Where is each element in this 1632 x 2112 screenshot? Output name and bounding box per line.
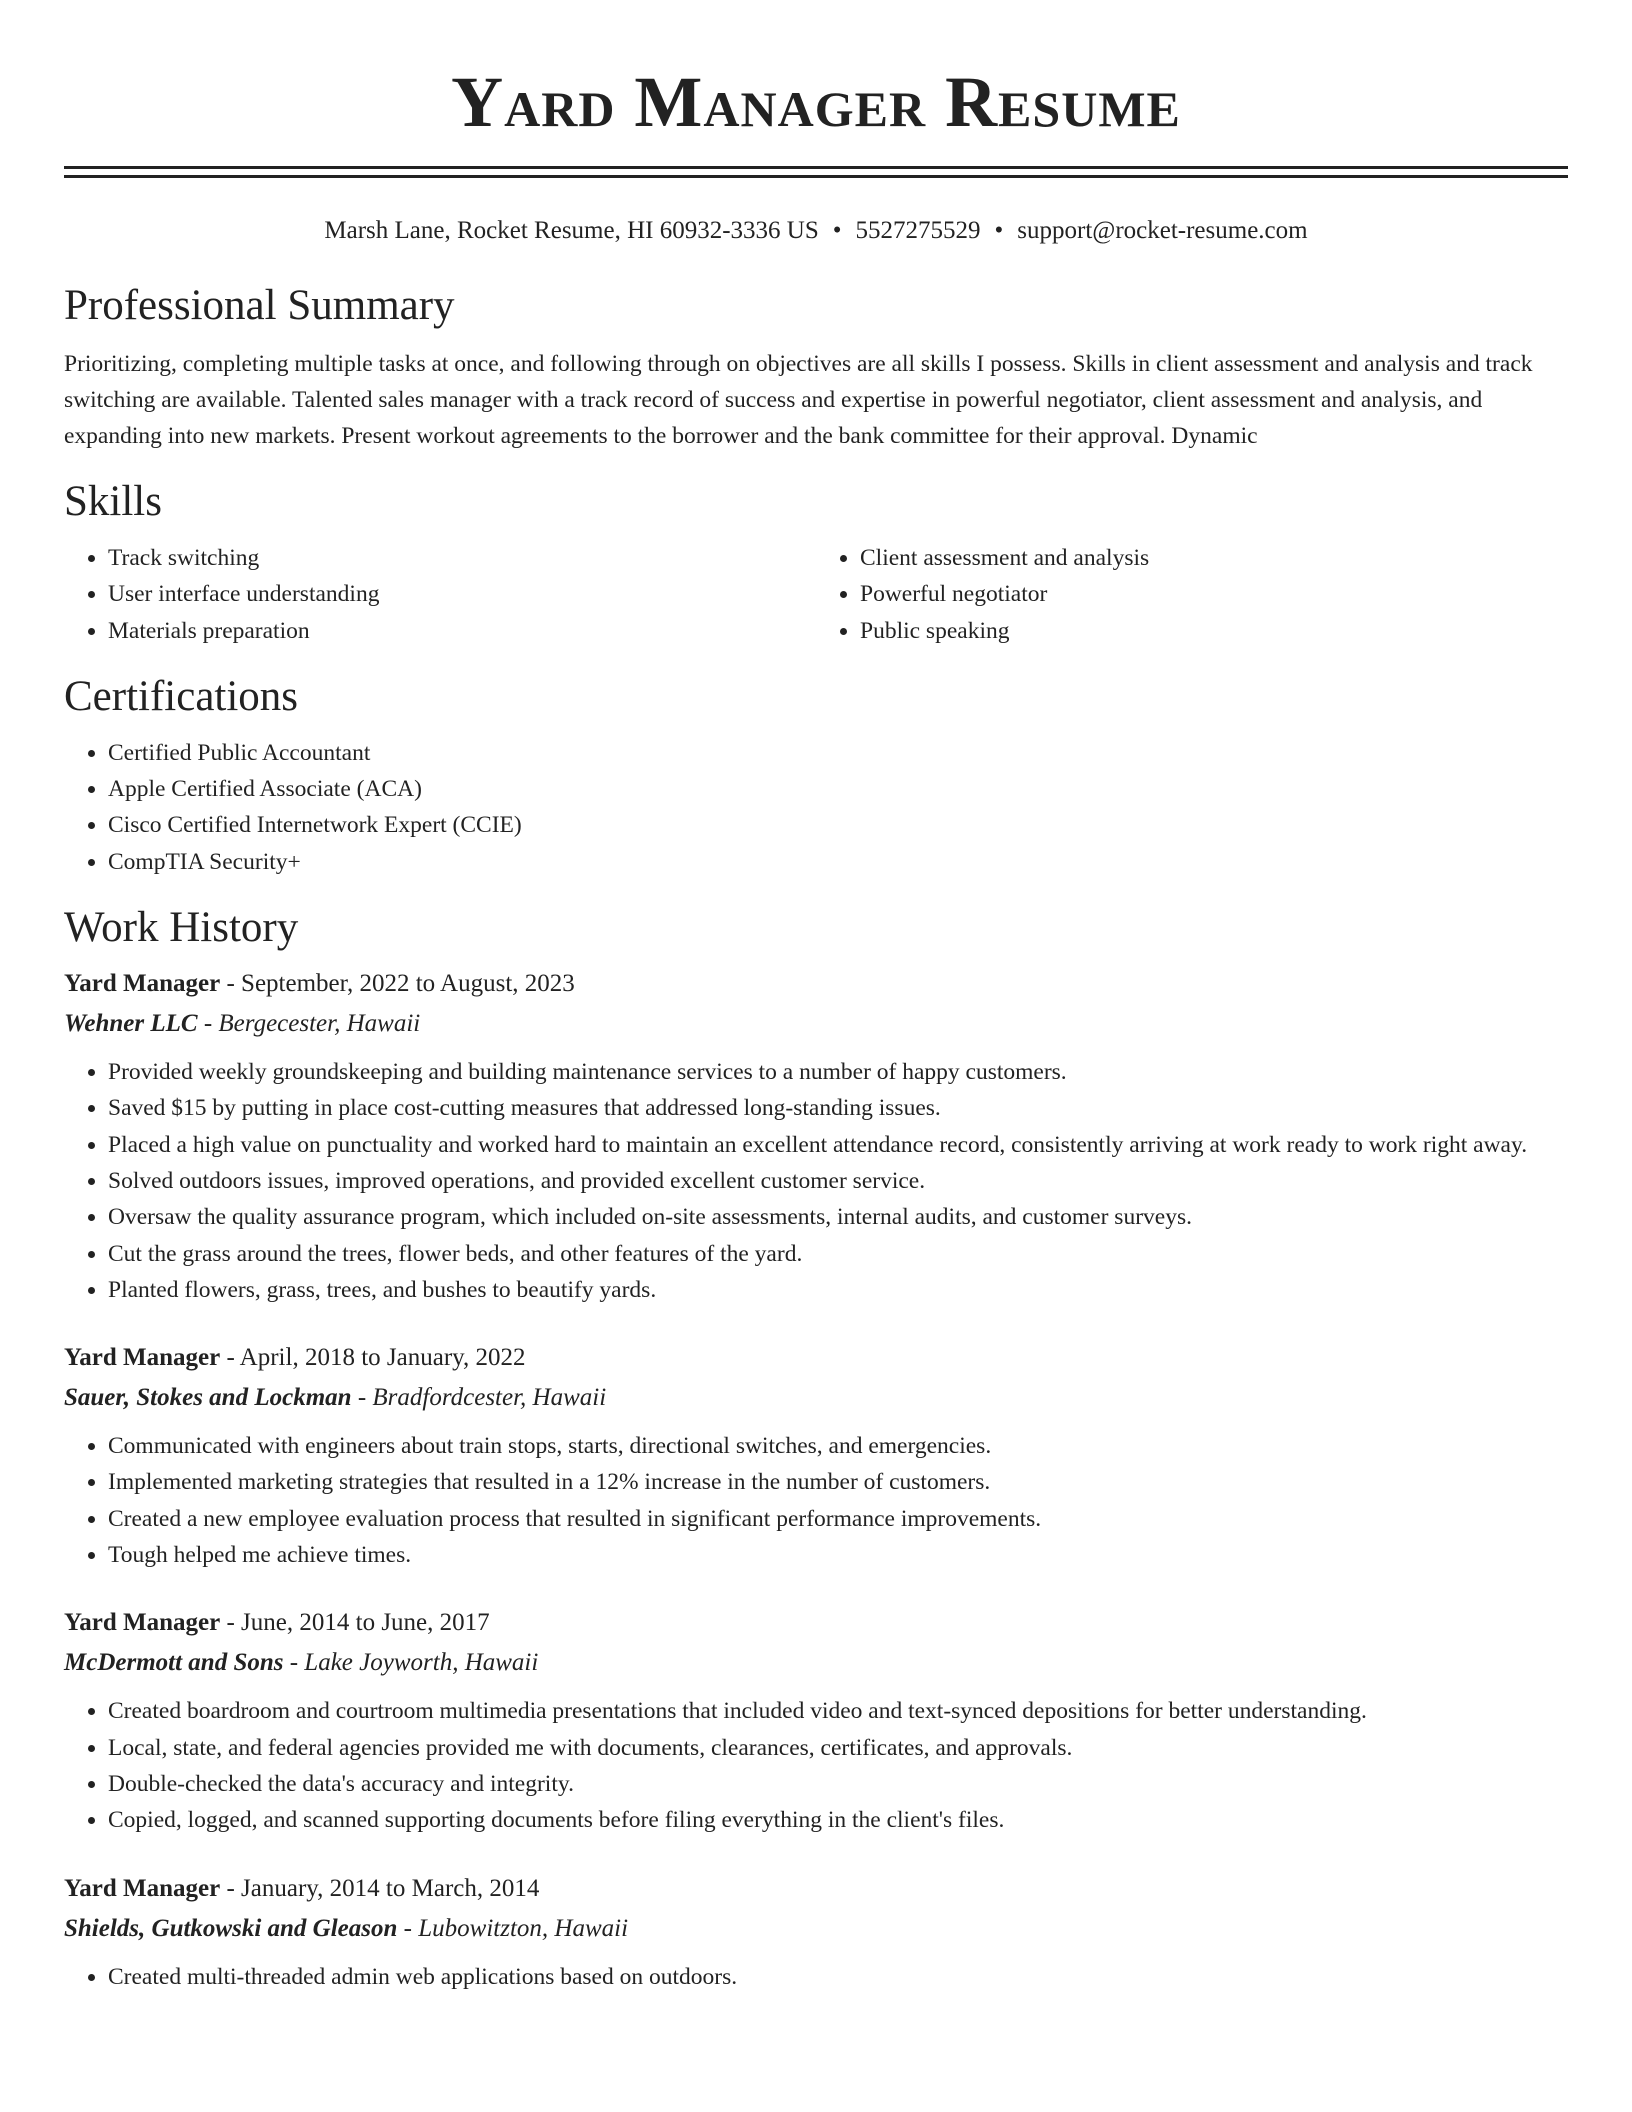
job-title: Yard Manager (64, 970, 221, 998)
job-bullet: • Copied, logged, and scanned supporting documents before filing everything in the client's files. (108, 1802, 1568, 1838)
job-bullet: • Planted flowers, grass, trees, and bushes to beautify yards. (108, 1272, 1568, 1308)
job-bullet: • Cut the grass around the trees, flower beds, and other features of the yard. (108, 1236, 1568, 1272)
job-employer (64, 1378, 1568, 1418)
job-header (64, 1869, 1568, 1909)
job-location: - Bradfordcester, Hawaii (357, 1384, 607, 1412)
job-dates: - January, 2014 to March, 2014 (226, 1874, 540, 1902)
job-company: Sauer, Stokes and Lockman (64, 1384, 352, 1412)
skills-right-list (816, 540, 1568, 649)
job-bullets (64, 1693, 1568, 1838)
job-header (64, 1603, 1568, 1643)
certification-item: • Cisco Certified Internetwork Expert (CCIE) (108, 807, 1568, 843)
job-header (64, 1338, 1568, 1378)
contact-separator: • (832, 217, 842, 244)
job-employer (64, 1004, 1568, 1044)
job-employer (64, 1909, 1568, 1949)
job-title: Yard Manager (64, 1874, 221, 1902)
job-bullet: • Solved outdoors issues, improved operations, and provided excellent customer service. (108, 1163, 1568, 1199)
job-dates: - April, 2018 to January, 2022 (226, 1344, 526, 1372)
contact-line (64, 214, 1568, 248)
job-bullet: • Created boardroom and courtroom multimedia presentations that included video and text-synced depositions for better understanding. (108, 1693, 1568, 1729)
job-company: Wehner LLC (64, 1010, 198, 1038)
job-company: McDermott and Sons (64, 1649, 284, 1677)
certifications-list (64, 735, 1568, 880)
certification-item: • Apple Certified Associate (ACA) (108, 771, 1568, 807)
summary-text: Prioritizing, completing multiple tasks at once, and following through on objectives are all skills I possess. Skills in client assessment and analysis and track switching are available. Talented sales manager with a track record of success and expertise in powerful negotiator, client assessment and analysis, and expanding into new markets. Present workout agreements to the borrower and the bank committee for their approval. Dynamic (64, 351, 1533, 449)
job-entry (64, 964, 1568, 1308)
job-header (64, 964, 1568, 1004)
job-entry (64, 1338, 1568, 1573)
job-employer (64, 1643, 1568, 1683)
job-bullet: • Local, state, and federal agencies provided me with documents, clearances, certificates, and approvals. (108, 1730, 1568, 1766)
summary-heading: Professional Summary (64, 282, 455, 329)
contact-email[interactable]: support@rocket-resume.com (1017, 217, 1308, 244)
job-bullet: • Tough helped me achieve times. (108, 1537, 1568, 1573)
resume-title: Yard Manager Resume (451, 62, 1181, 142)
job-entry (64, 1603, 1568, 1838)
work-history-heading: Work History (64, 904, 299, 952)
job-location: - Bergecester, Hawaii (203, 1010, 421, 1038)
certification-item: • Certified Public Accountant (108, 735, 1568, 771)
job-bullet: • Double-checked the data's accuracy and integrity. (108, 1766, 1568, 1802)
job-bullet: • Oversaw the quality assurance program, which included on-site assessments, internal audits, and customer surveys. (108, 1199, 1568, 1235)
job-bullet: • Provided weekly groundskeeping and building maintenance services to a number of happy customers. (108, 1054, 1568, 1090)
job-bullets (64, 1054, 1568, 1308)
job-bullet: • Placed a high value on punctuality and worked hard to maintain an excellent attendance record, consistently arriving at work ready to work right away. (108, 1127, 1568, 1163)
job-dates: - September, 2022 to August, 2023 (226, 970, 575, 998)
title-rule-bottom (64, 175, 1568, 178)
job-bullets (64, 1428, 1568, 1573)
skills-section (64, 540, 1568, 649)
job-bullet: • Implemented marketing strategies that resulted in a 12% increase in the number of customers. (108, 1464, 1568, 1500)
job-dates: - June, 2014 to June, 2017 (226, 1609, 490, 1637)
contact-address: Marsh Lane, Rocket Resume, HI 60932-3336 US (324, 217, 819, 244)
job-location: - Lubowitzton, Hawaii (403, 1914, 629, 1942)
skills-heading: Skills (64, 478, 162, 525)
work-history-section (64, 964, 1568, 1995)
contact-phone: 5527275529 (855, 217, 981, 244)
job-entry (64, 1869, 1568, 1995)
job-bullet: • Saved $15 by putting in place cost-cutting measures that addressed long-standing issues. (108, 1090, 1568, 1126)
title-rule-top (64, 166, 1568, 169)
skill-item: • Powerful negotiator (860, 576, 1568, 612)
job-company: Shields, Gutkowski and Gleason (64, 1914, 398, 1942)
skill-item: • Materials preparation (108, 613, 816, 649)
job-bullet: • Communicated with engineers about train stops, starts, directional switches, and emergencies. (108, 1428, 1568, 1464)
job-bullet: • Created multi-threaded admin web applications based on outdoors. (108, 1959, 1568, 1995)
job-title: Yard Manager (64, 1609, 221, 1637)
skill-item: • Track switching (108, 540, 816, 576)
certification-item: • CompTIA Security+ (108, 844, 1568, 880)
skill-item: • Public speaking (860, 613, 1568, 649)
job-bullets (64, 1959, 1568, 1995)
certifications-heading: Certifications (64, 672, 299, 720)
job-location: - Lake Joyworth, Hawaii (289, 1649, 539, 1677)
contact-separator: • (994, 217, 1004, 244)
skill-item: • User interface understanding (108, 576, 816, 612)
job-bullet: • Created a new employee evaluation process that resulted in significant performance improvements. (108, 1501, 1568, 1537)
job-title: Yard Manager (64, 1344, 221, 1372)
skill-item: • Client assessment and analysis (860, 540, 1568, 576)
skills-left-list (64, 540, 816, 649)
